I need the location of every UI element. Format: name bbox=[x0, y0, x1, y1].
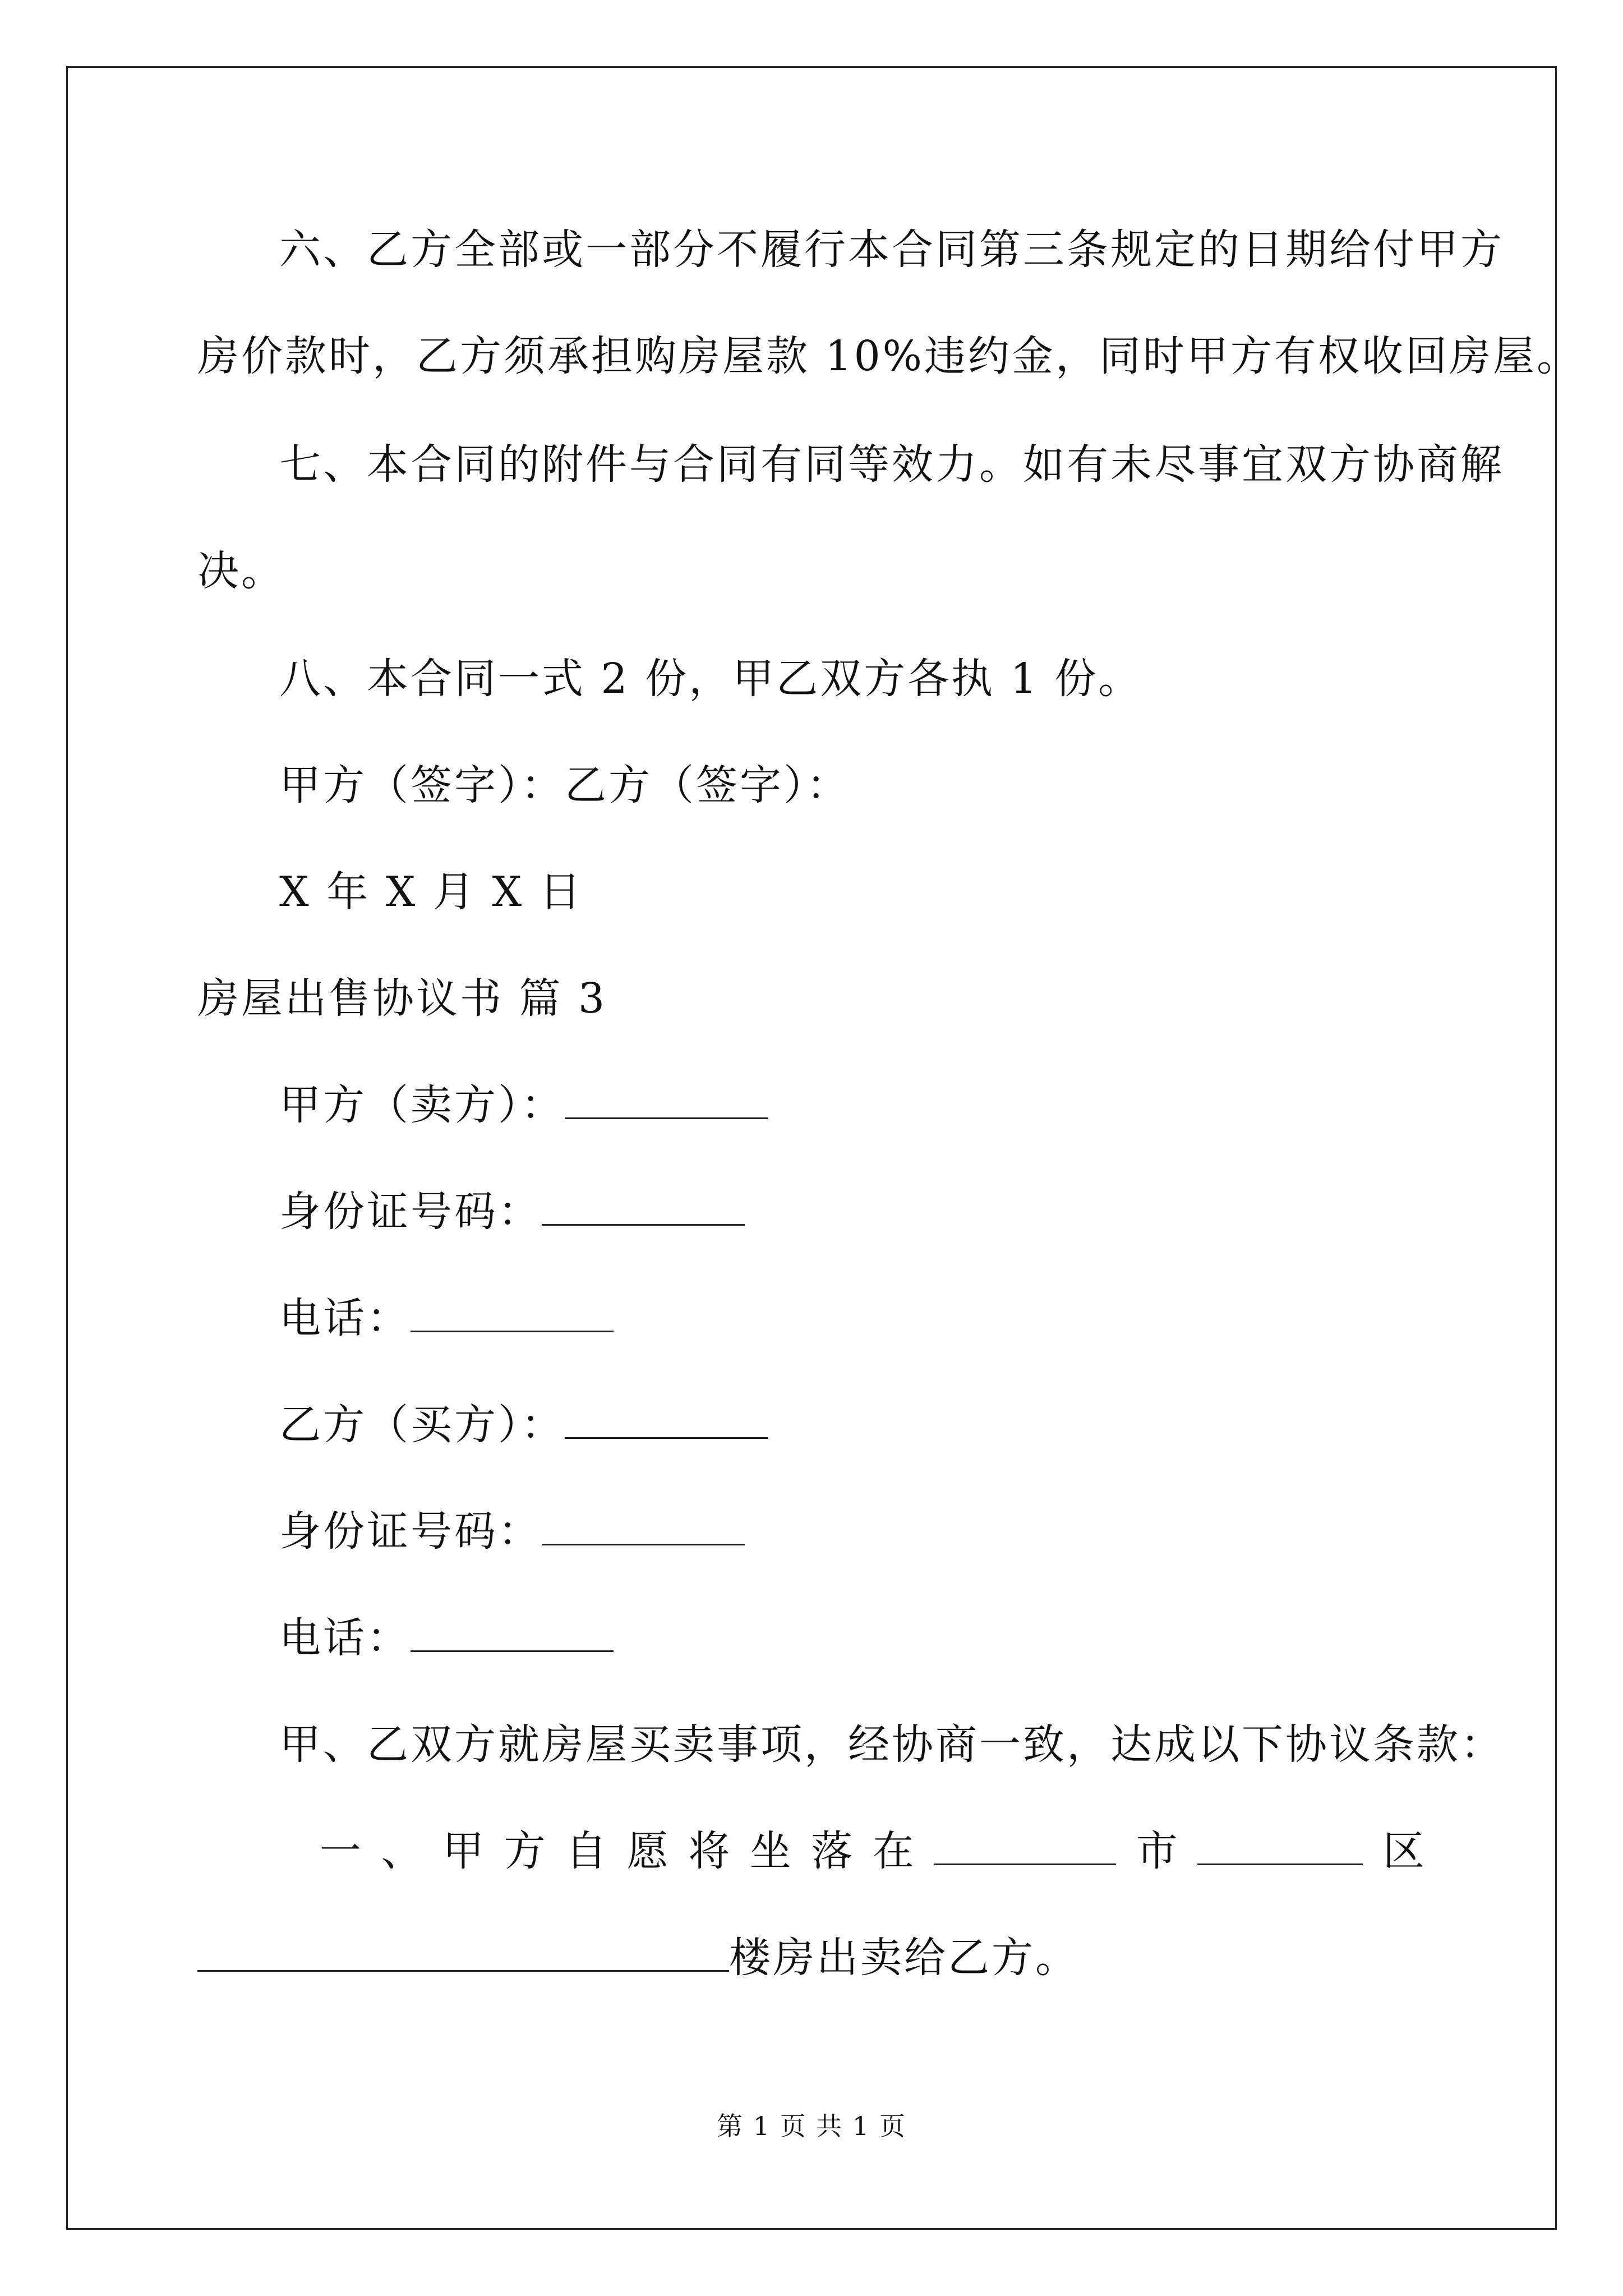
clause-1-char: 坐 bbox=[749, 1827, 791, 1875]
buyer-id-blank bbox=[542, 1509, 745, 1545]
clause-1-char: 方 bbox=[504, 1827, 546, 1875]
clause-1-char: 自 bbox=[565, 1827, 607, 1875]
clause-8: 八、本合同一式 2 份，甲乙双方各执 1 份。 bbox=[279, 655, 1142, 703]
clause-1-char: 、 bbox=[381, 1827, 423, 1875]
seller-id-label: 身份证号码： bbox=[279, 1188, 542, 1236]
clause-1-char: 落 bbox=[811, 1827, 853, 1875]
clause-6-line-1: 六、乙方全部或一部分不履行本合同第三条规定的日期给付甲方 bbox=[279, 226, 1504, 274]
clause-1-line-2 bbox=[197, 1930, 1079, 1986]
clause-7-line-2: 决。 bbox=[197, 547, 285, 595]
seller-label: 甲方（卖方）： bbox=[279, 1081, 565, 1129]
seller-name-blank bbox=[565, 1083, 768, 1119]
signature-line: 甲方（签字）：乙方（签字）： bbox=[279, 761, 850, 809]
seller-phone-field bbox=[279, 1290, 614, 1346]
seller-phone-blank bbox=[411, 1296, 614, 1332]
date-line: X 年 X 月 X 日 bbox=[279, 868, 583, 916]
buyer-label: 乙方（买方）： bbox=[279, 1401, 565, 1449]
buyer-phone-blank bbox=[411, 1616, 614, 1652]
clause-1-line-1 bbox=[320, 1823, 1424, 1879]
agreement-intro: 甲、乙双方就房屋买卖事项，经协商一致，达成以下协议条款： bbox=[279, 1720, 1504, 1769]
clause-1-char: 甲 bbox=[442, 1827, 485, 1875]
seller-id-blank bbox=[542, 1189, 745, 1226]
buyer-phone-field bbox=[279, 1610, 614, 1666]
clause-1-char: 在 bbox=[872, 1827, 914, 1875]
clause-7-line-1: 七、本合同的附件与合同有同等效力。如有未尽事宜双方协商解 bbox=[279, 440, 1504, 489]
page-border bbox=[66, 66, 1557, 2230]
buyer-phone-label: 电话： bbox=[279, 1614, 411, 1662]
page-footer: 第 1 页 共 1 页 bbox=[717, 2111, 906, 2141]
buyer-id-field bbox=[279, 1503, 745, 1559]
clause-1-char: 一 bbox=[320, 1827, 361, 1875]
buyer-name-blank bbox=[565, 1402, 768, 1439]
clause-1-line-2-text: 楼房出卖给乙方。 bbox=[729, 1934, 1079, 1982]
seller-name-field bbox=[279, 1077, 768, 1133]
clause-1-char: 愿 bbox=[626, 1827, 668, 1875]
city-label: 市 bbox=[1136, 1827, 1178, 1875]
seller-phone-label: 电话： bbox=[279, 1294, 411, 1342]
building-blank bbox=[197, 1935, 729, 1972]
city-blank bbox=[934, 1829, 1116, 1865]
section-title: 房屋出售协议书 篇 3 bbox=[197, 974, 607, 1023]
buyer-name-field bbox=[279, 1397, 768, 1453]
clause-6-line-2: 房价款时，乙方须承担购房屋款 10%违约金，同时甲方有权收回房屋。 bbox=[197, 332, 1580, 380]
district-label: 区 bbox=[1382, 1827, 1424, 1875]
district-blank bbox=[1197, 1829, 1363, 1865]
buyer-id-label: 身份证号码： bbox=[279, 1507, 542, 1556]
clause-1-char: 将 bbox=[688, 1827, 730, 1875]
seller-id-field bbox=[279, 1184, 745, 1240]
